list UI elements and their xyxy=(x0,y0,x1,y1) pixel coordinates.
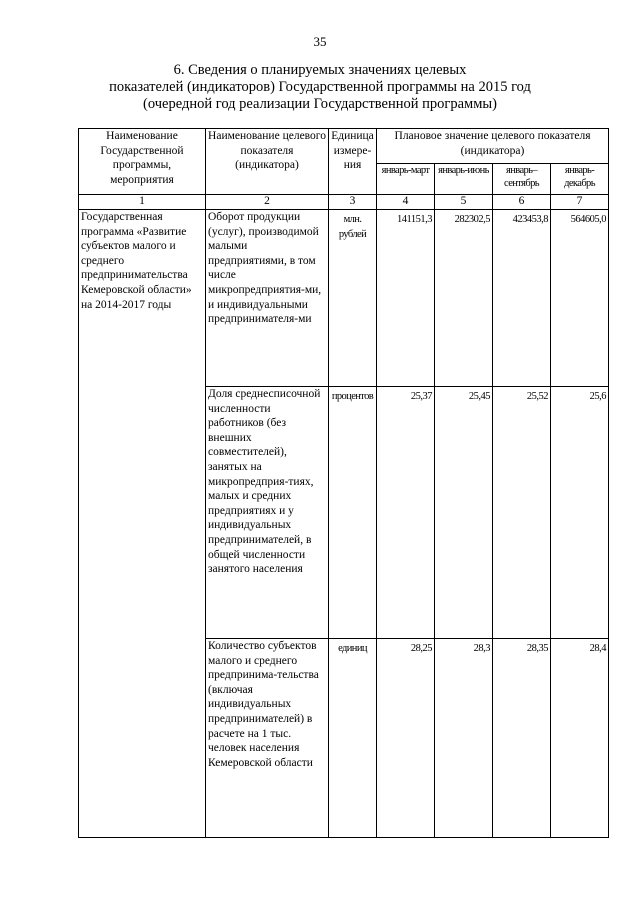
column-number: 6 xyxy=(493,195,551,210)
header-period-year: январь-декабрь xyxy=(551,164,609,195)
indicator-name-cell: Доля среднесписочной численности работников (без внешних совместителей), занятых на микропредприя-тиях, малых и средних предприятиях и у индивидуальных предпринимателей, в общей численности занятого населения xyxy=(206,387,329,639)
column-number: 2 xyxy=(206,195,329,210)
heading-line-3: (очередной год реализации Государственной программы) xyxy=(143,96,497,112)
document-heading xyxy=(60,62,580,113)
value-cell: 141151,3 xyxy=(377,210,435,387)
indicators-table xyxy=(78,128,609,838)
value-cell: 282302,5 xyxy=(435,210,493,387)
column-number: 5 xyxy=(435,195,493,210)
unit-cell: млн. рублей xyxy=(329,210,377,387)
value-cell: 28,3 xyxy=(435,639,493,838)
program-name-cell: Государственная программа «Развитие субъектов малого и среднего предпринимательства Кемеровской области» на 2014-2017 годы xyxy=(79,210,206,838)
header-period-h1: январь-июнь xyxy=(435,164,493,195)
unit-cell: единиц xyxy=(329,639,377,838)
header-unit: Единица измере-ния xyxy=(329,129,377,195)
value-cell: 25,52 xyxy=(493,387,551,639)
value-cell: 28,4 xyxy=(551,639,609,838)
column-number: 1 xyxy=(79,195,206,210)
page-number: 35 xyxy=(313,34,327,49)
column-number: 4 xyxy=(377,195,435,210)
value-cell: 25,6 xyxy=(551,387,609,639)
indicator-name-cell: Оборот продукции (услуг), производимой малыми предприятиями, в том числе микропредприятия-ми, и индивидуальными предпринимателя-ми xyxy=(206,210,329,387)
unit-cell: процентов xyxy=(329,387,377,639)
value-cell: 423453,8 xyxy=(493,210,551,387)
column-number: 7 xyxy=(551,195,609,210)
indicator-name-cell: Количество субъектов малого и среднего предпринима-тельства (включая индивидуальных предпринимателей) в расчете на 1 тыс. человек населения Кемеровской области xyxy=(206,639,329,838)
value-cell: 25,45 xyxy=(435,387,493,639)
header-planned-value: Плановое значение целевого показателя (индикатора) xyxy=(377,129,609,164)
header-period-9m: январь–сентябрь xyxy=(493,164,551,195)
value-cell: 28,35 xyxy=(493,639,551,838)
column-number: 3 xyxy=(329,195,377,210)
heading-line-1: 6. Сведения о планируемых значениях целевых xyxy=(173,62,467,78)
value-cell: 28,25 xyxy=(377,639,435,838)
header-indicator-name: Наименование целевого показателя (индикатора) xyxy=(206,129,329,195)
header-period-q1: январь-март xyxy=(377,164,435,195)
heading-line-2: показателей (индикаторов) Государственной программы на 2015 год xyxy=(109,79,531,95)
value-cell: 564605,0 xyxy=(551,210,609,387)
table-row xyxy=(79,210,609,387)
column-number-row xyxy=(79,195,609,210)
header-program-name: Наименование Государственной программы, мероприятия xyxy=(79,129,206,195)
value-cell: 25,37 xyxy=(377,387,435,639)
